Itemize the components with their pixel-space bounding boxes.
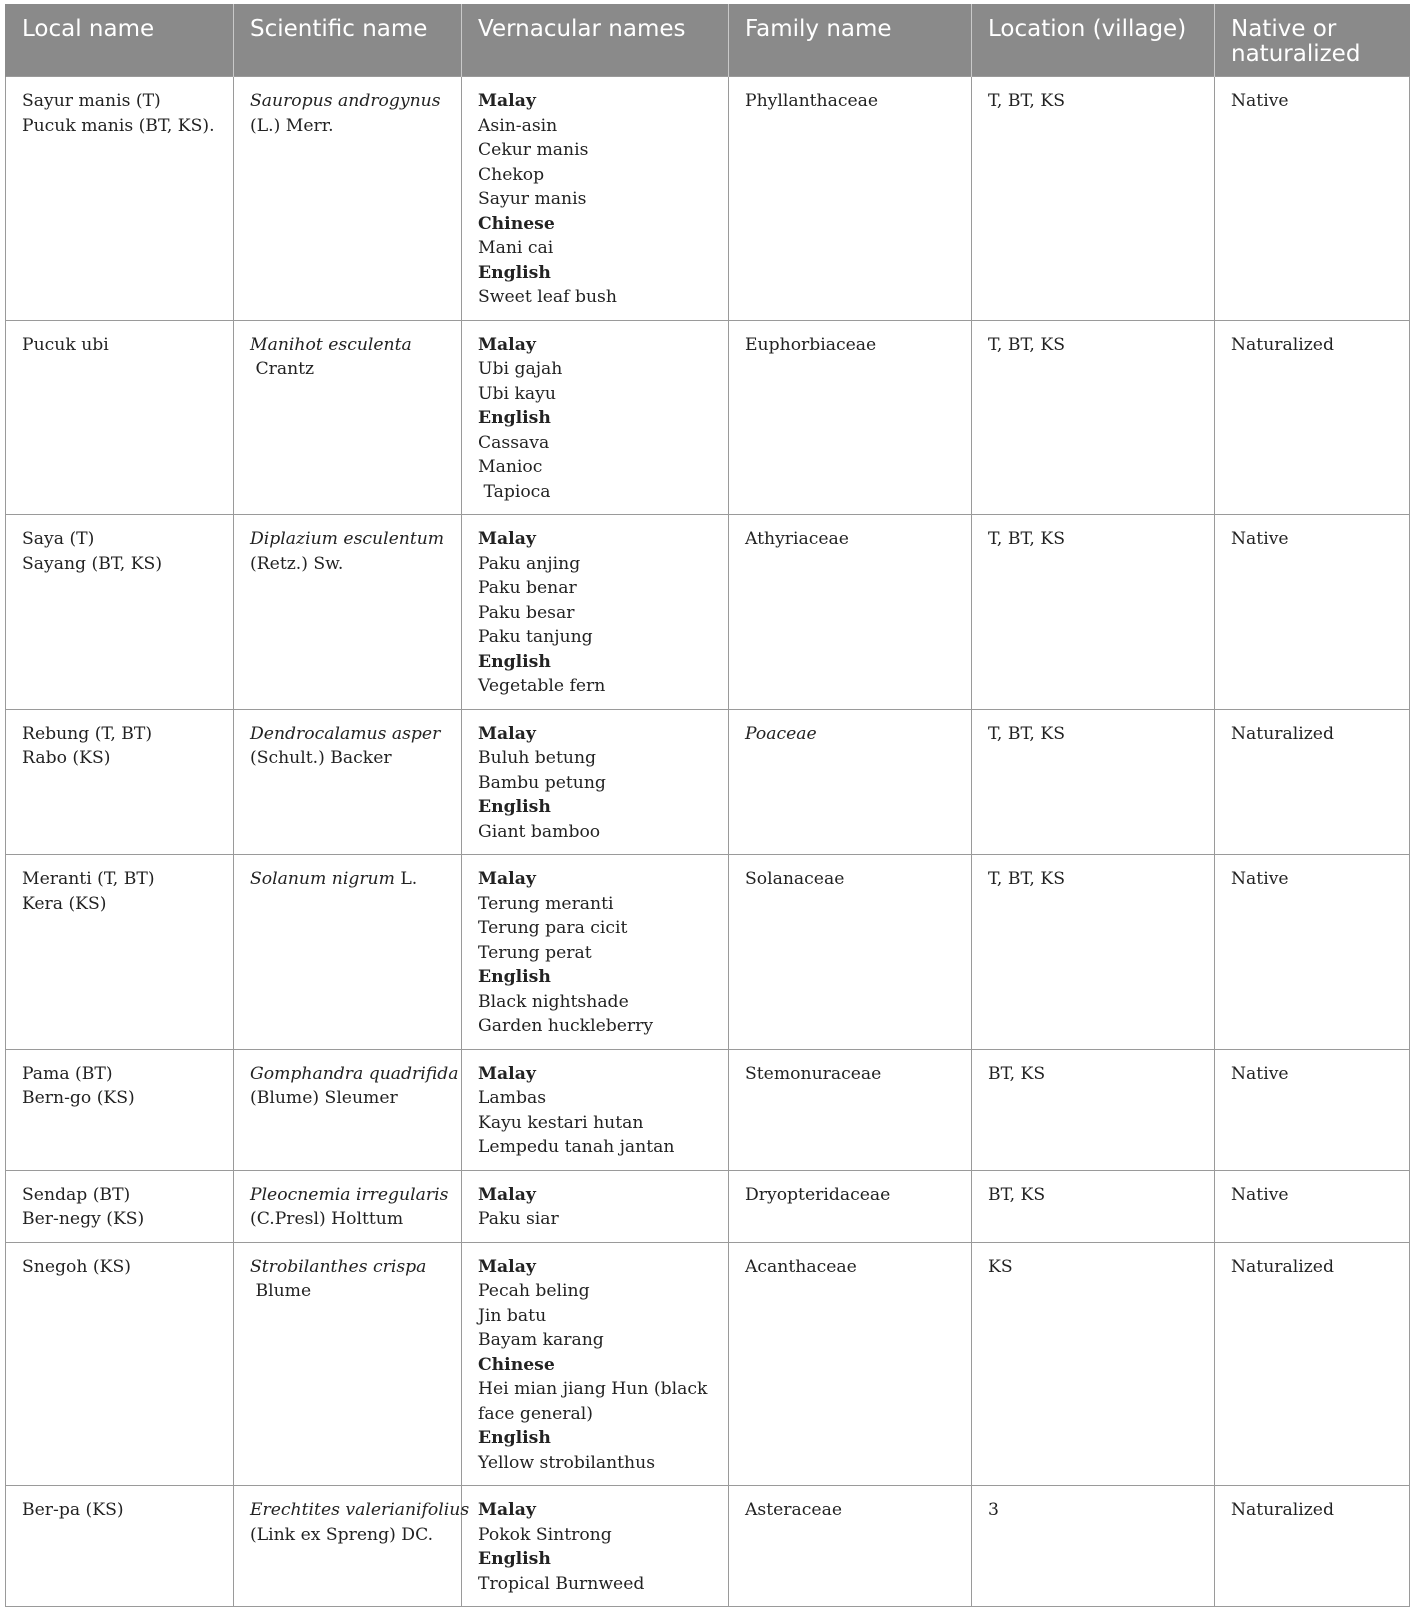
scientific-author: L. xyxy=(400,869,418,889)
table-row xyxy=(6,855,1410,1050)
local-name-cell xyxy=(6,855,234,1050)
vernacular-name: Sweet leaf bush xyxy=(478,287,617,307)
language-label: English xyxy=(478,797,551,817)
language-label: Malay xyxy=(478,1063,536,1084)
vernacular-name: Cekur manis xyxy=(478,140,589,160)
vernacular-name: Terung perat xyxy=(478,942,592,963)
header-local-name: Local name xyxy=(6,4,234,77)
local-name: Meranti (T, BT) xyxy=(22,869,155,889)
family-name: Phyllanthaceae xyxy=(745,91,879,111)
scientific-author: Crantz xyxy=(250,359,315,379)
scientific-name: Dendrocalamus asper xyxy=(250,723,441,744)
location-value: T, BT, KS xyxy=(988,91,1065,111)
vernacular-name: Mani cai xyxy=(478,238,554,258)
vernacular-name: Lambas xyxy=(478,1088,547,1108)
vernacular-name: Tropical Burnweed xyxy=(478,1573,645,1594)
language-label: Malay xyxy=(478,1184,536,1205)
vernacular-name: Cassava xyxy=(478,432,550,453)
vernacular-name: Giant bamboo xyxy=(478,821,601,842)
vernacular-names-cell xyxy=(462,1049,729,1170)
native-status: Naturalized xyxy=(1231,334,1334,355)
local-name: Ber-pa (KS) xyxy=(22,1500,124,1520)
vernacular-names-cell xyxy=(462,855,729,1050)
status-cell xyxy=(1215,1242,1410,1486)
vernacular-name: Sayur manis xyxy=(478,189,587,209)
vernacular-name: Chekop xyxy=(478,164,545,185)
table-row xyxy=(6,1049,1410,1170)
family-name: Athyriaceae xyxy=(745,529,849,549)
scientific-author: (C.Presl) Holttum xyxy=(250,1209,404,1229)
status-cell xyxy=(1215,1486,1410,1607)
table-row xyxy=(6,1242,1410,1486)
vernacular-name: Garden huckleberry xyxy=(478,1016,654,1036)
family-name: Asteraceae xyxy=(745,1500,842,1520)
native-status: Native xyxy=(1231,869,1289,889)
language-label: Malay xyxy=(478,91,536,111)
vernacular-names-cell xyxy=(462,1170,729,1242)
location-cell xyxy=(972,77,1215,321)
language-label: English xyxy=(478,262,551,283)
location-value: BT, KS xyxy=(988,1184,1046,1205)
family-name-cell xyxy=(729,515,972,710)
scientific-name-cell xyxy=(234,855,462,1050)
language-label: Malay xyxy=(478,334,536,355)
family-name-cell xyxy=(729,1049,972,1170)
scientific-name: Solanum nigrum xyxy=(250,869,395,889)
vernacular-name: Hei mian jiang Hun (black xyxy=(478,1379,708,1399)
native-status: Naturalized xyxy=(1231,1500,1334,1520)
location-cell xyxy=(972,515,1215,710)
local-name-cell xyxy=(6,1170,234,1242)
local-name-cell xyxy=(6,1242,234,1486)
family-name-cell xyxy=(729,1242,972,1486)
location-cell xyxy=(972,320,1215,515)
vernacular-name: face general) xyxy=(478,1403,593,1424)
status-cell xyxy=(1215,515,1410,710)
location-cell xyxy=(972,1170,1215,1242)
vernacular-name: Paku anjing xyxy=(478,553,581,574)
local-name: Rebung (T, BT) xyxy=(22,723,153,744)
vernacular-name: Ubi gajah xyxy=(478,359,563,379)
scientific-author: (Retz.) Sw. xyxy=(250,553,344,574)
table-row xyxy=(6,709,1410,855)
scientific-name-cell xyxy=(234,709,462,855)
scientific-author: (Blume) Sleumer xyxy=(250,1088,398,1108)
location-value: KS xyxy=(988,1256,1013,1277)
plants-table xyxy=(5,4,1410,1607)
family-name: Solanaceae xyxy=(745,869,845,889)
vernacular-name: Pecah beling xyxy=(478,1281,590,1301)
location-value: T, BT, KS xyxy=(988,723,1065,744)
vernacular-name: Terung para cicit xyxy=(478,918,628,938)
table-row xyxy=(6,77,1410,321)
location-value: T, BT, KS xyxy=(988,334,1065,355)
scientific-name: Strobilanthes crispa xyxy=(250,1256,427,1277)
local-name-cell xyxy=(6,320,234,515)
scientific-name-cell xyxy=(234,320,462,515)
status-cell xyxy=(1215,1049,1410,1170)
scientific-name: Manihot esculenta xyxy=(250,334,412,355)
local-name-cell xyxy=(6,709,234,855)
language-label: Malay xyxy=(478,723,536,744)
scientific-name: Gomphandra quadrifida xyxy=(250,1063,459,1084)
family-name: Poaceae xyxy=(745,723,817,744)
local-name: Rabo (KS) xyxy=(22,748,111,768)
native-status: Naturalized xyxy=(1231,723,1334,744)
language-label: Malay xyxy=(478,869,536,889)
vernacular-names-cell xyxy=(462,77,729,321)
table-row xyxy=(6,320,1410,515)
family-name: Dryopteridaceae xyxy=(745,1184,891,1205)
vernacular-names-cell xyxy=(462,515,729,710)
local-name: Sendap (BT) xyxy=(22,1184,131,1205)
table-body xyxy=(6,77,1410,1607)
location-cell xyxy=(972,1049,1215,1170)
scientific-author: (Schult.) Backer xyxy=(250,748,392,768)
status-cell xyxy=(1215,77,1410,321)
local-name: Sayang (BT, KS) xyxy=(22,553,163,574)
vernacular-name: Black nightshade xyxy=(478,991,629,1012)
vernacular-name: Lempedu tanah jantan xyxy=(478,1137,675,1157)
location-value: BT, KS xyxy=(988,1063,1046,1084)
local-name: Pama (BT) xyxy=(22,1063,113,1084)
header-family-name: Family name xyxy=(729,4,972,77)
local-name: Saya (T) xyxy=(22,529,95,549)
scientific-name-cell xyxy=(234,1049,462,1170)
vernacular-name: Paku besar xyxy=(478,602,575,623)
vernacular-name: Yellow strobilanthus xyxy=(478,1452,656,1473)
local-name-cell xyxy=(6,1486,234,1607)
vernacular-name: Terung meranti xyxy=(478,893,614,914)
table-row xyxy=(6,1170,1410,1242)
language-label: Chinese xyxy=(478,1354,555,1375)
local-name: Bern-go (KS) xyxy=(22,1088,135,1108)
vernacular-name: Asin-asin xyxy=(478,115,558,136)
local-name-cell xyxy=(6,515,234,710)
language-label: Malay xyxy=(478,529,536,549)
table-row xyxy=(6,515,1410,710)
scientific-author: (L.) Merr. xyxy=(250,115,334,136)
native-status: Naturalized xyxy=(1231,1256,1334,1277)
scientific-author: (Link ex Spreng) DC. xyxy=(250,1524,434,1545)
header-vernacular-names: Vernacular names xyxy=(462,4,729,77)
family-name: Acanthaceae xyxy=(745,1256,857,1277)
native-status: Native xyxy=(1231,91,1289,111)
location-value: T, BT, KS xyxy=(988,869,1065,889)
scientific-name: Erechtites valerianifolius xyxy=(250,1500,470,1520)
vernacular-name: Bayam karang xyxy=(478,1330,604,1350)
family-name-cell xyxy=(729,709,972,855)
status-cell xyxy=(1215,320,1410,515)
vernacular-names-cell xyxy=(462,1486,729,1607)
local-name: Pucuk manis (BT, KS). xyxy=(22,115,215,136)
local-name: Sayur manis (T) xyxy=(22,91,161,111)
header-scientific-name: Scientific name xyxy=(234,4,462,77)
vernacular-names-cell xyxy=(462,709,729,855)
local-name: Ber-negy (KS) xyxy=(22,1209,145,1229)
scientific-name: Sauropus androgynus xyxy=(250,91,441,111)
scientific-author: Blume xyxy=(250,1281,312,1301)
vernacular-name: Kayu kestari hutan xyxy=(478,1112,644,1133)
family-name: Stemonuraceae xyxy=(745,1063,882,1084)
vernacular-name: Tapioca xyxy=(478,481,551,502)
family-name-cell xyxy=(729,1486,972,1607)
header-native-or-naturalized: Native or naturalized xyxy=(1215,4,1410,77)
status-cell xyxy=(1215,855,1410,1050)
native-status: Native xyxy=(1231,1063,1289,1084)
scientific-name-cell xyxy=(234,515,462,710)
status-cell xyxy=(1215,709,1410,855)
language-label: Malay xyxy=(478,1256,536,1277)
vernacular-name: Paku tanjung xyxy=(478,627,593,647)
family-name-cell xyxy=(729,1170,972,1242)
vernacular-name: Paku siar xyxy=(478,1209,559,1229)
native-status: Native xyxy=(1231,1184,1289,1205)
local-name-cell xyxy=(6,77,234,321)
language-label: English xyxy=(478,651,551,672)
header-location: Location (village) xyxy=(972,4,1215,77)
family-name: Euphorbiaceae xyxy=(745,334,877,355)
vernacular-name: Buluh betung xyxy=(478,748,597,768)
scientific-name-cell xyxy=(234,1170,462,1242)
family-name-cell xyxy=(729,77,972,321)
language-label: English xyxy=(478,1549,551,1569)
scientific-name-cell xyxy=(234,1486,470,1607)
language-label: English xyxy=(478,408,551,428)
local-name: Snegoh (KS) xyxy=(22,1256,131,1277)
vernacular-name: Paku benar xyxy=(478,578,577,598)
vernacular-name: Vegetable fern xyxy=(478,676,606,696)
vernacular-name: Pokok Sintrong xyxy=(478,1524,612,1545)
header-row xyxy=(6,4,1410,77)
local-name: Pucuk ubi xyxy=(22,334,109,355)
location-cell xyxy=(972,1486,1215,1607)
vernacular-name: Manioc xyxy=(478,457,543,477)
location-cell xyxy=(972,1242,1215,1486)
family-name-cell xyxy=(729,855,972,1050)
vernacular-names-cell xyxy=(462,1242,729,1486)
location-cell xyxy=(972,855,1215,1050)
location-value: 3 xyxy=(988,1500,999,1520)
language-label: English xyxy=(478,967,551,987)
scientific-name: Pleocnemia irregularis xyxy=(250,1184,449,1205)
scientific-name: Diplazium esculentum xyxy=(250,529,445,549)
location-cell xyxy=(972,709,1215,855)
native-status: Native xyxy=(1231,529,1289,549)
location-value: T, BT, KS xyxy=(988,529,1065,549)
language-label: Chinese xyxy=(478,213,555,234)
local-name-cell xyxy=(6,1049,234,1170)
vernacular-name: Jin batu xyxy=(478,1305,547,1326)
language-label: Malay xyxy=(478,1500,536,1520)
family-name-cell xyxy=(729,320,972,515)
vernacular-name: Ubi kayu xyxy=(478,383,556,404)
status-cell xyxy=(1215,1170,1410,1242)
vernacular-names-cell xyxy=(462,320,729,515)
table-row xyxy=(6,1486,1410,1607)
language-label: English xyxy=(478,1428,551,1448)
scientific-name-cell xyxy=(234,77,462,321)
local-name: Kera (KS) xyxy=(22,893,107,914)
scientific-name-cell xyxy=(234,1242,462,1486)
vernacular-name: Bambu petung xyxy=(478,772,606,793)
